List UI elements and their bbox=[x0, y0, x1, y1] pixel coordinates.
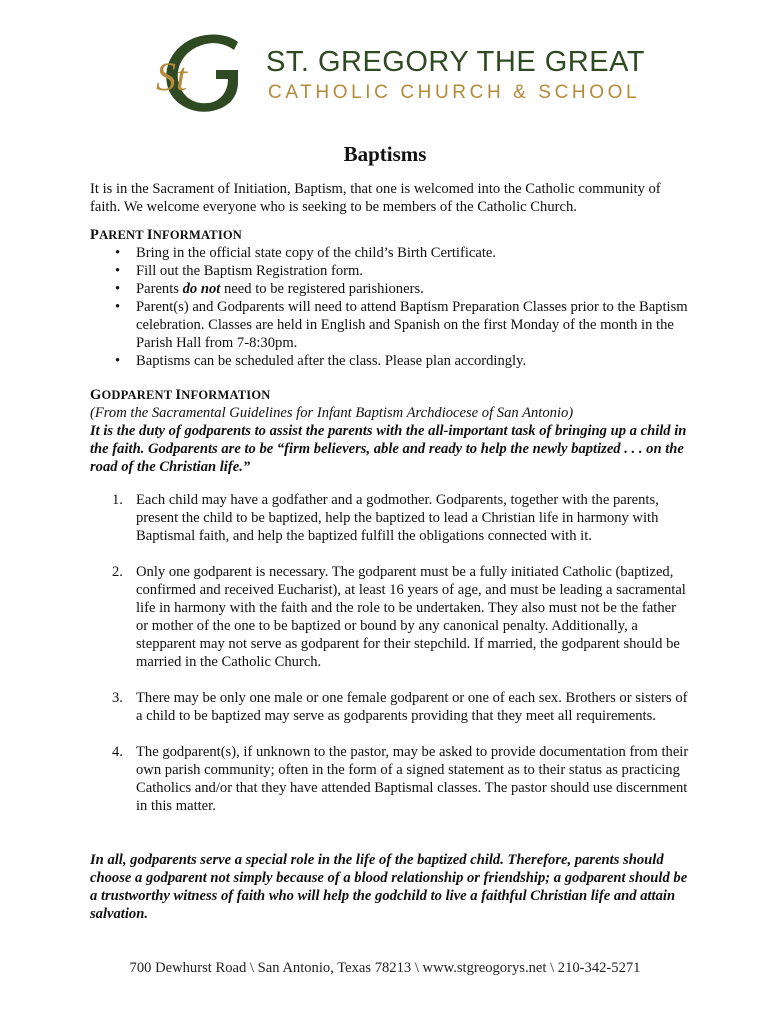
source-note: (From the Sacramental Guidelines for Infant Baptism Archdiocese of San Antonio) bbox=[90, 405, 574, 421]
parent-info-list bbox=[90, 244, 690, 370]
list-item: 2. Only one godparent is necessary. The godparent must be a fully initiated Catholic (baptized, confirmed and received Eucharist), at least 16 years of age, and must be leading a sacramental life in harmony with the faith and the role to be undertaken. They also must not be the father or mother of the one to be baptized or bound by any canonical penalty. Additionally, a stepparent may not serve as godparent for their stepchild. If married, the godparent should be married in the Catholic Church. bbox=[112, 564, 686, 670]
godparent-info-heading: GODPARENT INFORMATION bbox=[90, 387, 271, 403]
letterhead bbox=[150, 30, 645, 115]
parish-name: ST. GREGORY THE GREAT bbox=[266, 46, 645, 78]
list-item: • Parents do not need to be registered parishioners. bbox=[90, 280, 690, 298]
list-item: 1. Each child may have a godfather and a godmother. Godparents, together with the parents, present the child to be baptized, help the baptized to lead a Christian life in harmony with Baptismal faith, and help the baptized fulfill the obligations connected with it. bbox=[112, 492, 659, 544]
parish-logo bbox=[150, 30, 250, 115]
closing-statement: In all, godparents serve a special role in the life of the baptized child. Therefore, parents should choose a godparent not simply because of a blood relationship or friendship; a godparent should be a trustworthy witness of faith who will help the godchild to live a faithful Christian life and attain salvation. bbox=[90, 852, 688, 922]
page-title: Baptisms bbox=[343, 142, 427, 166]
list-item: • Bring in the official state copy of the child’s Birth Certificate. bbox=[90, 244, 690, 262]
footer-address: 700 Dewhurst Road \ San Antonio, Texas 78213 \ www.stgreogorys.net \ 210-342-5271 bbox=[129, 960, 641, 976]
godparent-duty-statement: It is the duty of godparents to assist the parents with the all-important task of bringing up a child in the faith. Godparents are to be “firm believers, able and ready to help the newly baptized . . . on the road of the Christian life.” bbox=[90, 423, 687, 475]
list-item: 4. The godparent(s), if unknown to the pastor, may be asked to provide documentation from their own parish community; often in the form of a signed statement as to their status as practicing Catholics and/or that they have attended Baptismal classes. The pastor should use discernment in this matter. bbox=[112, 744, 689, 814]
list-item: • Baptisms can be scheduled after the class. Please plan accordingly. bbox=[90, 352, 690, 370]
godparent-requirements-list bbox=[90, 491, 690, 833]
list-item: • Fill out the Baptism Registration form. bbox=[90, 262, 690, 280]
list-item: • Parent(s) and Godparents will need to attend Baptism Preparation Classes prior to the Baptism celebration. Classes are held in English and Spanish on the first Monday of the month in the Parish Hall from 7-8:30pm. bbox=[90, 298, 690, 352]
list-item: 3. There may be only one male or one female godparent or one of each sex. Brothers or sisters of a child to be baptized may serve as godparents providing that they meet all requirements. bbox=[112, 690, 688, 724]
parish-subtitle: CATHOLIC CHURCH & SCHOOL bbox=[268, 82, 641, 103]
intro-paragraph: It is in the Sacrament of Initiation, Baptism, that one is welcomed into the Catholic community of faith. We welcome everyone who is seeking to be members of the Catholic Church. bbox=[90, 181, 661, 215]
svg-text:St: St bbox=[156, 54, 188, 99]
parent-info-heading: PARENT INFORMATION bbox=[90, 227, 243, 243]
emphasis-do-not: do not bbox=[182, 281, 221, 297]
